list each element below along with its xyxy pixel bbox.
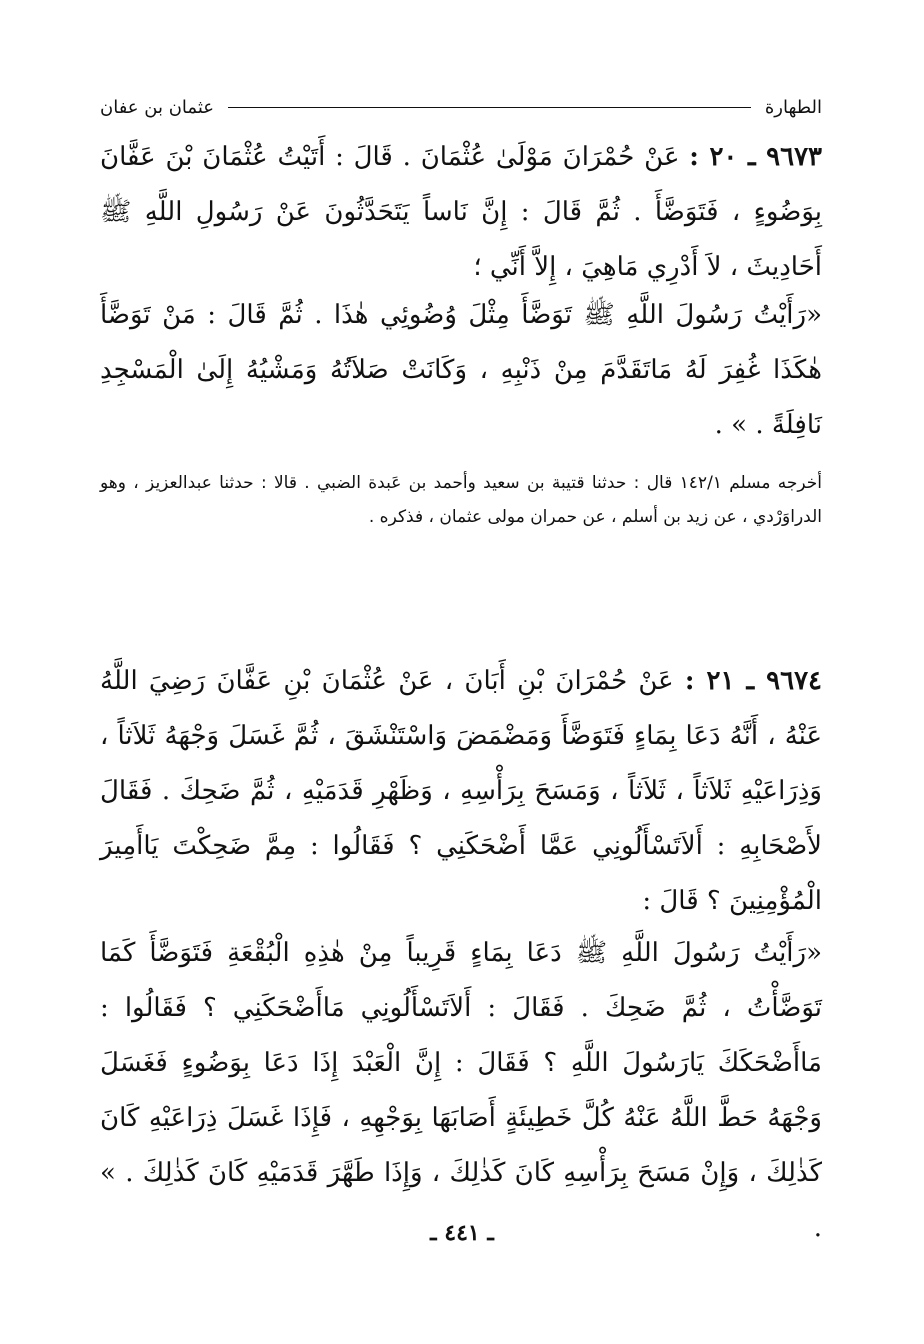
hadith-quote: «رَأَيْتُ رَسُولَ اللَّهِ ﷺ دَعَا بِمَاءٍ قَرِيباً مِنْ هٰذِهِ الْبُقْعَةِ فَتَوَضَّأَ كَمَا تَوَضَّأْتُ ، ثُمَّ ضَحِكَ . فَقَالَ : أَلاَتَسْأَلُونِي مَاأَضْحَكَنِي ؟ فَقَالُوا : مَاأَضْحَكَكَ يَارَسُولَ اللَّهِ ؟ فَقَالَ : إِنَّ الْعَبْدَ إِذَا دَعَا بِوَضُوءٍ فَغَسَلَ وَجْهَهُ حَطَّ اللَّهُ عَنْهُ كُلَّ خَطِيئَةٍ أَصَابَهَا بِوَجْهِهِ ، فَإِذَا غَسَلَ ذِرَاعَيْهِ كَانَ كَذٰلِكَ ، وَإِنْ مَسَحَ بِرَأْسِهِ كَانَ كَذٰلِكَ ، وَإِذَا طَهَّرَ قَدَمَيْهِ كَانَ كَذٰلِكَ . » . [100, 938, 822, 1243]
running-header [100, 92, 822, 122]
note-text: أخرجه مسلم ١٤٢/١ قال : حدثنا قتيبة بن سعيد وأحمد بن عَبدة الضبي . قالا : حدثنا عبدالعزيز ، وهو الدراوَرْدي ، عن زيد بن أسلم ، عن حمران مولى عثمان ، فذكره . [100, 473, 823, 527]
hadith-9674-quote [100, 926, 822, 1256]
hadith-9673-text [100, 130, 822, 295]
header-rule [228, 107, 751, 108]
author-title: عثمان بن عفان [100, 96, 214, 118]
takhrij-note [100, 466, 822, 534]
hadith-quote: «رَأَيْتُ رَسُولَ اللَّهِ ﷺ تَوَضَّأَ مِثْلَ وُضُوئِي هٰذَا . ثُمَّ قَالَ : مَنْ تَوَضَّأَ هٰكَذَا غُفِرَ لَهُ مَاتَقَدَّمَ مِنْ ذَنْبِهِ ، وَكَانَتْ صَلاَتُهُ وَمَشْيُهُ إِلَىٰ الْمَسْجِدِ نَافِلَةً . » . [100, 300, 822, 440]
hadith-number: ٩٦٧٣ ـ ٢٠ : [689, 142, 823, 172]
chapter-title: الطهارة [764, 96, 822, 118]
hadith-9674-text [100, 654, 822, 929]
hadith-9673-quote [100, 288, 822, 453]
hadith-body: عَنْ حُمْرَانَ مَوْلَىٰ عُثْمَانَ . قَالَ : أَتَيْتُ عُثْمَانَ بْنَ عَفَّانَ بِوَضُوءٍ ، فَتَوَضَّأَ . ثُمَّ قَالَ : إِنَّ نَاساً يَتَحَدَّثُونَ عَنْ رَسُولِ اللَّهِ ﷺ أَحَادِيثَ ، لاَ أَدْرِي مَاهِيَ ، إِلاَّ أَنِّي ؛ [100, 142, 822, 282]
page-number: ـ ٤٤١ ـ [430, 1220, 494, 1246]
hadith-body: عَنْ حُمْرَانَ بْنِ أَبَانَ ، عَنْ عُثْمَانَ بْنِ عَفَّانَ رَضِيَ اللَّهُ عَنْهُ ، أَنَّهُ دَعَا بِمَاءٍ فَتَوَضَّأَ وَمَضْمَضَ وَاسْتَنْشَقَ ، ثُمَّ غَسَلَ وَجْهَهُ ثَلاَثاً ، وَذِرَاعَيْهِ ثَلاَثاً ، ثَلاَثاً ، وَمَسَحَ بِرَأْسِهِ ، وَظَهْرِ قَدَمَيْهِ ، ثُمَّ ضَحِكَ . فَقَالَ لأَصْحَابِهِ : أَلاَتَسْأَلُونِي عَمَّا أَضْحَكَنِي ؟ فَقَالُوا : مِمَّ ضَحِكْتَ يَاأَمِيرَ الْمُؤْمِنِينَ ؟ قَالَ : [100, 666, 822, 916]
hadith-number: ٩٦٧٤ ـ ٢١ : [684, 666, 822, 696]
